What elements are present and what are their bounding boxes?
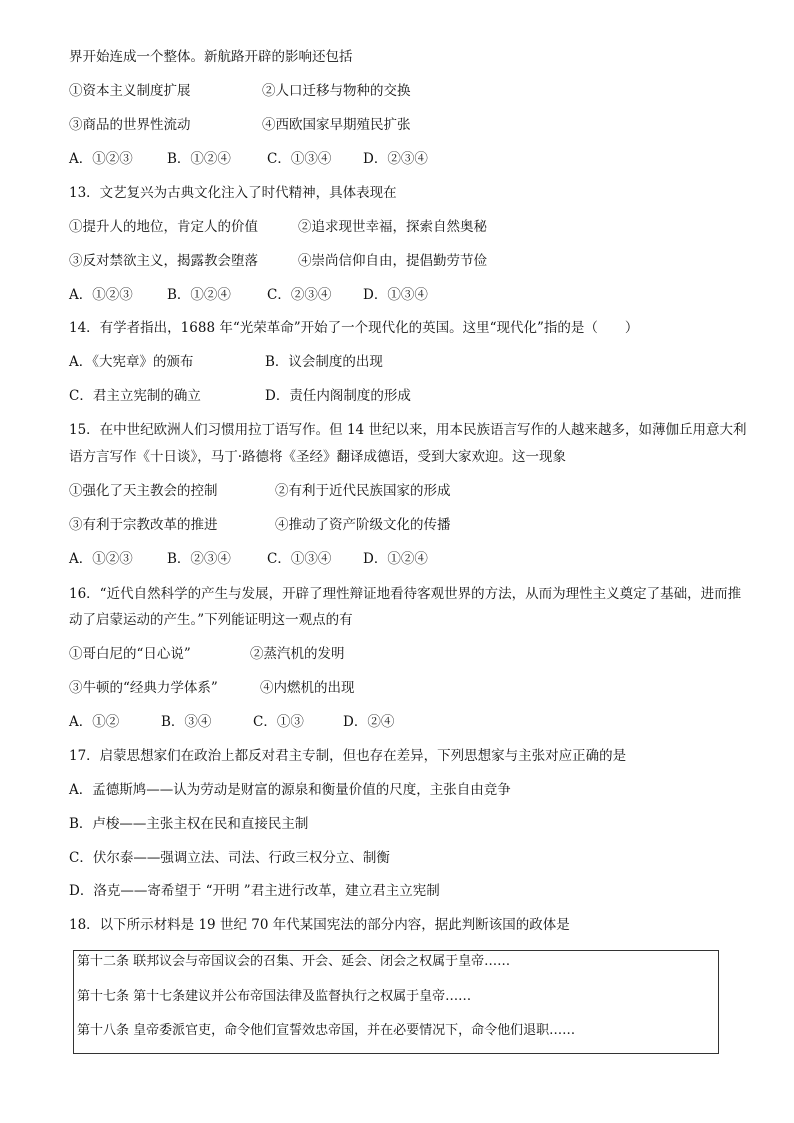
q13-statement-1: ①提升人的地位，肯定人的价值 [69, 219, 258, 235]
q13-statement-4: ④崇尚信仰自由，提倡勤劳节俭 [298, 253, 487, 269]
q18-material-article-18: 第十八条 皇帝委派官吏，命令他们宣誓效忠帝国，并在必要情况下，命令他们退职…… [77, 1023, 576, 1038]
q12-statements-row1 [69, 81, 411, 101]
q14-choices-row2 [69, 386, 411, 406]
q15-stem-line1: 15．在中世纪欧洲人们习惯用拉丁语写作。但 14 世纪以来，用本民族语言写作的人越来越多，如薄伽丘用意大利 [69, 422, 747, 438]
q16-statements-row1 [69, 644, 345, 664]
q14-choices-row1 [69, 352, 383, 372]
q12-stem-continuation: 界开始连成一个整体。新航路开辟的影响还包括 [69, 49, 353, 65]
q16-statements-row2 [69, 678, 355, 698]
q16-choices [69, 712, 394, 732]
q16-choice-c[interactable]: C．①③ [253, 714, 304, 730]
q13-statements-row2 [69, 251, 487, 271]
q15-choice-c[interactable]: C．①③④ [267, 551, 332, 567]
q17-stem: 17．启蒙思想家们在政治上都反对君主专制，但也存在差异，下列思想家与主张对应正确的是 [69, 748, 627, 764]
q13-statements-row1 [69, 217, 487, 237]
q15-choice-a[interactable]: A．①②③ [69, 551, 133, 567]
q14-choice-c[interactable]: C．君主立宪制的确立 [69, 388, 201, 404]
q12-choice-c[interactable]: C．①③④ [267, 151, 332, 167]
q15-statements-row1 [69, 481, 451, 501]
q15-statement-4: ④推动了资产阶级文化的传播 [275, 517, 451, 533]
q14-stem: 14．有学者指出，1688 年“光荣革命”开始了一个现代化的英国。这里“现代化”指的是（ ） [69, 320, 639, 336]
q16-statement-4: ④内燃机的出现 [260, 680, 355, 696]
q13-statement-3: ③反对禁欲主义，揭露教会堕落 [69, 253, 258, 269]
q16-statement-2: ②蒸汽机的发明 [250, 646, 345, 662]
q18-material-box [73, 950, 719, 1054]
q17-choice-d[interactable]: D．洛克——寄希望于 “开明 ”君主进行改革，建立君主立宪制 [69, 883, 440, 899]
q15-choice-b[interactable]: B．②③④ [167, 551, 231, 567]
q13-choice-c[interactable]: C．②③④ [267, 287, 332, 303]
q18-material-article-12: 第十二条 联邦议会与帝国议会的召集、开会、延会、闭会之权属于皇帝…… [77, 954, 511, 969]
q16-statement-3: ③牛顿的“经典力学体系” [69, 680, 218, 696]
q12-statement-1: ①资本主义制度扩展 [69, 83, 191, 99]
q16-statement-1: ①哥白尼的“日心说” [69, 646, 191, 662]
q15-statement-1: ①强化了天主教会的控制 [69, 483, 218, 499]
q14-choice-a[interactable]: A．《大宪章》的颁布 [69, 354, 194, 370]
q15-statements-row2 [69, 515, 451, 535]
q12-statements-row2 [69, 115, 411, 135]
q16-choice-d[interactable]: D．②④ [343, 714, 395, 730]
q18-stem: 18．以下所示材料是 19 世纪 70 年代某国宪法的部分内容，据此判断该国的政体是 [69, 917, 570, 933]
q12-statement-3: ③商品的世界性流动 [69, 117, 191, 133]
q17-choice-a[interactable]: A．孟德斯鸠——认为劳动是财富的源泉和衡量价值的尺度，主张自由竞争 [69, 782, 511, 798]
q13-choices [69, 285, 428, 305]
q16-stem-line2: 动了启蒙运动的产生。”下列能证明这一观点的有 [69, 612, 353, 628]
q13-choice-a[interactable]: A．①②③ [69, 287, 133, 303]
q15-statement-2: ②有利于近代民族国家的形成 [275, 483, 451, 499]
q13-statement-2: ②追求现世幸福，探索自然奥秘 [298, 219, 487, 235]
q15-stem-line2: 语方言写作《十日谈》，马丁·路德将《圣经》翻译成德语，受到大家欢迎。这一现象 [69, 449, 567, 465]
q17-choice-c[interactable]: C．伏尔泰——强调立法、司法、行政三权分立、制衡 [69, 850, 390, 866]
q12-choice-b[interactable]: B．①②④ [167, 151, 231, 167]
q14-choice-b[interactable]: B．议会制度的出现 [265, 354, 383, 370]
q13-choice-b[interactable]: B．①②④ [167, 287, 231, 303]
q13-stem: 13．文艺复兴为古典文化注入了时代精神，具体表现在 [69, 185, 397, 201]
q18-material-article-17: 第十七条 第十七条建议并公布帝国法律及监督执行之权属于皇帝…… [77, 989, 472, 1004]
q16-stem-line1: 16．“近代自然科学的产生与发展，开辟了理性辩证地看待客观世界的方法，从而为理性主义奠定了基础，进而推 [69, 586, 742, 602]
q12-choice-a[interactable]: A．①②③ [69, 151, 133, 167]
q12-statement-4: ④西欧国家早期殖民扩张 [262, 117, 411, 133]
q12-statement-2: ②人口迁移与物种的交换 [262, 83, 411, 99]
q15-choices [69, 549, 428, 569]
q13-choice-d[interactable]: D．①③④ [363, 287, 428, 303]
q16-choice-b[interactable]: B．③④ [161, 714, 212, 730]
q14-choice-d[interactable]: D．责任内阁制度的形成 [265, 388, 411, 404]
q15-choice-d[interactable]: D．①②④ [363, 551, 428, 567]
q15-statement-3: ③有利于宗教改革的推进 [69, 517, 218, 533]
q17-choice-b[interactable]: B．卢梭——主张主权在民和直接民主制 [69, 816, 309, 832]
q12-choices [69, 149, 428, 169]
q16-choice-a[interactable]: A．①② [69, 714, 120, 730]
q12-choice-d[interactable]: D．②③④ [363, 151, 428, 167]
